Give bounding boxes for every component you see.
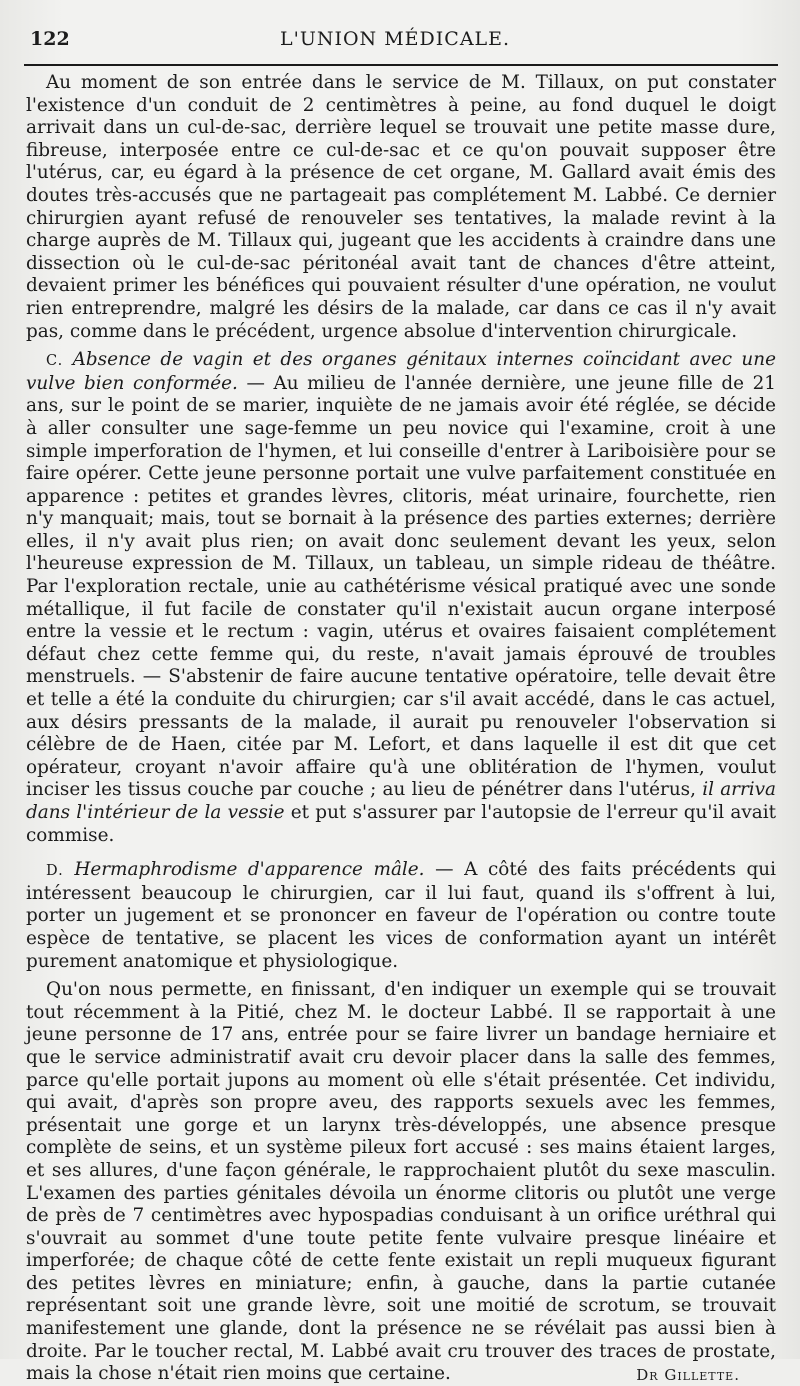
section-c-letter: C. [46, 353, 64, 370]
page-number: 122 [30, 28, 70, 50]
section-d-text: — A côté des faits précédents qui intéressent beaucoup le chirurgien, car il lui faut, quand ils s'offrent à lui, porter un jugement et se prononcer en faveur de l'opération ou contre toute espèce de tentative, se placent les vices de conformation ayant un intérêt purement anatomique et physiologique. [26, 859, 776, 972]
section-c-italic: il arriva dans l'intérieur de la vessie [26, 779, 776, 823]
section-c-text-1: — Au milieu de l'année dernière, une jeune fille de 21 ans, sur le point de se marier, inquiète de ne jamais avoir été réglée, se décide à aller consulter une sage-femme un peu novice qui l'examine, croit à une simple imperforation de l'hymen, et lui conseille d'entrer à Lariboisière pour se faire opérer. Cette jeune personne portait une vulve parfaitement constituée en apparence : petites et grandes lèvres, clitoris, méat urinaire, fourchette, rien n'y manquait; mais, tout se bornait à la présence des parties externes; derrière elles, il n'y avait plus rien; on avait donc seulement devant les yeux, selon l'heureuse expression de M. Tillaux, un tableau, un simple rideau de théâtre. Par l'exploration rectale, unie au cathétérisme vésical pratiqué avec une sonde métallique, il fut facile de constater qu'il n'existait aucun organe interposé entre la vessie et le rectum : vagin, utérus et ovaires faisaient complétement défaut chez cette femme qui, du reste, n'avait jamais éprouvé de troubles menstruels. — S'abstenir de faire aucune tentative opératoire, telle devait être et telle a été la conduite du chirurgien; car s'il avait accédé, dans le cas actuel, aux désirs pressants de la malade, il aurait pu renouveler l'observation si célèbre de de Haen, citée par M. Lefort, et dans laquelle il est dit que cet opérateur, croyant n'avoir affaire qu'à une oblitération de l'hymen, voulut inciser les tissus couche par couche ; au lieu de pénétrer dans l'utérus, [26, 372, 776, 801]
article-body [24, 72, 778, 1386]
running-title: L'UNION MÉDICALE. [280, 28, 511, 50]
section-d-letter: D. [46, 863, 64, 880]
section-c-text-2: et put s'assurer par l'autopsie de l'erreur qu'il avait commise. [26, 802, 776, 846]
page-header [24, 28, 778, 58]
section-d [26, 859, 776, 973]
paragraph-tillaux: Au moment de son entrée dans le service de M. Tillaux, on put constater l'existence d'un conduit de 2 centimètres à peine, au fond duquel le doigt arrivait dans un cul-de-sac, derrière lequel se trouvait une petite masse dure, fibreuse, interposée entre ce cul-de-sac et ce qu'on pouvait supposer être l'utérus, car, eu égard à la présence de cet organe, M. Gallard avait émis des doutes très-accusés que ne partageait pas complétement M. Labbé. Ce dernier chirurgien ayant refusé de renouveler ses tentatives, la malade revint à la charge auprès de M. Tillaux qui, jugeant que les accidents à craindre dans une dissection où le cul-de-sac péritonéal avait tant de chances d'être atteint, devaient primer les bénéfices qui pouvaient résulter d'une opération, ne voulut rien entreprendre, malgré les désirs de la malade, car dans ce cas il n'y avait pas, comme dans le précédent, urgence absolue d'intervention chirurgicale. [26, 72, 776, 342]
author-signature: Dr Gillette. [636, 1365, 740, 1384]
section-c-heading: Absence de vagin et des organes génitaux internes coïncidant avec une vulve bien conformée. [26, 349, 776, 394]
header-rule [24, 64, 778, 66]
section-c [26, 349, 776, 847]
paragraph-pitie: Qu'on nous permette, en finissant, d'en indiquer un exemple qui se trouvait tout récemment à la Pitié, chez M. le docteur Labbé. Il se rapportait à une jeune personne de 17 ans, entrée pour se faire livrer un bandage herniaire et que le service administratif avait cru devoir placer dans la salle des femmes, parce qu'elle portait jupons au moment où elle s'était présentée. Cet individu, qui avait, d'après son propre aveu, des rapports sexuels avec les femmes, présentait une gorge et un larynx très-développés, une absence presque complète de seins, et un système pileux fort accusé : ses mains étaient larges, et ses allures, d'une façon générale, le rapprochaient plutôt du sexe masculin. L'examen des parties génitales dévoila un énorme clitoris ou plutôt une verge de près de 7 centimètres avec hypospadias conduisant à un orifice uréthral qui s'ouvrait au sommet d'une toute petite fente vulvaire presque linéaire et imperforée; de chaque côté de cette fente existait un repli muqueux figurant des petites lèvres en miniature; enfin, à gauche, dans la partie cutanée représentant soit une grande lèvre, soit une moitié de scrotum, se trouvait manifestement une glande, dont la présence ne se révélait pas aussi bien à droite. Par le toucher rectal, M. Labbé avait cru trouver des traces de prostate, mais la chose n'était rien moins que certaine. [26, 979, 776, 1385]
section-d-heading: Hermaphrodisme d'apparence mâle. [74, 859, 425, 881]
